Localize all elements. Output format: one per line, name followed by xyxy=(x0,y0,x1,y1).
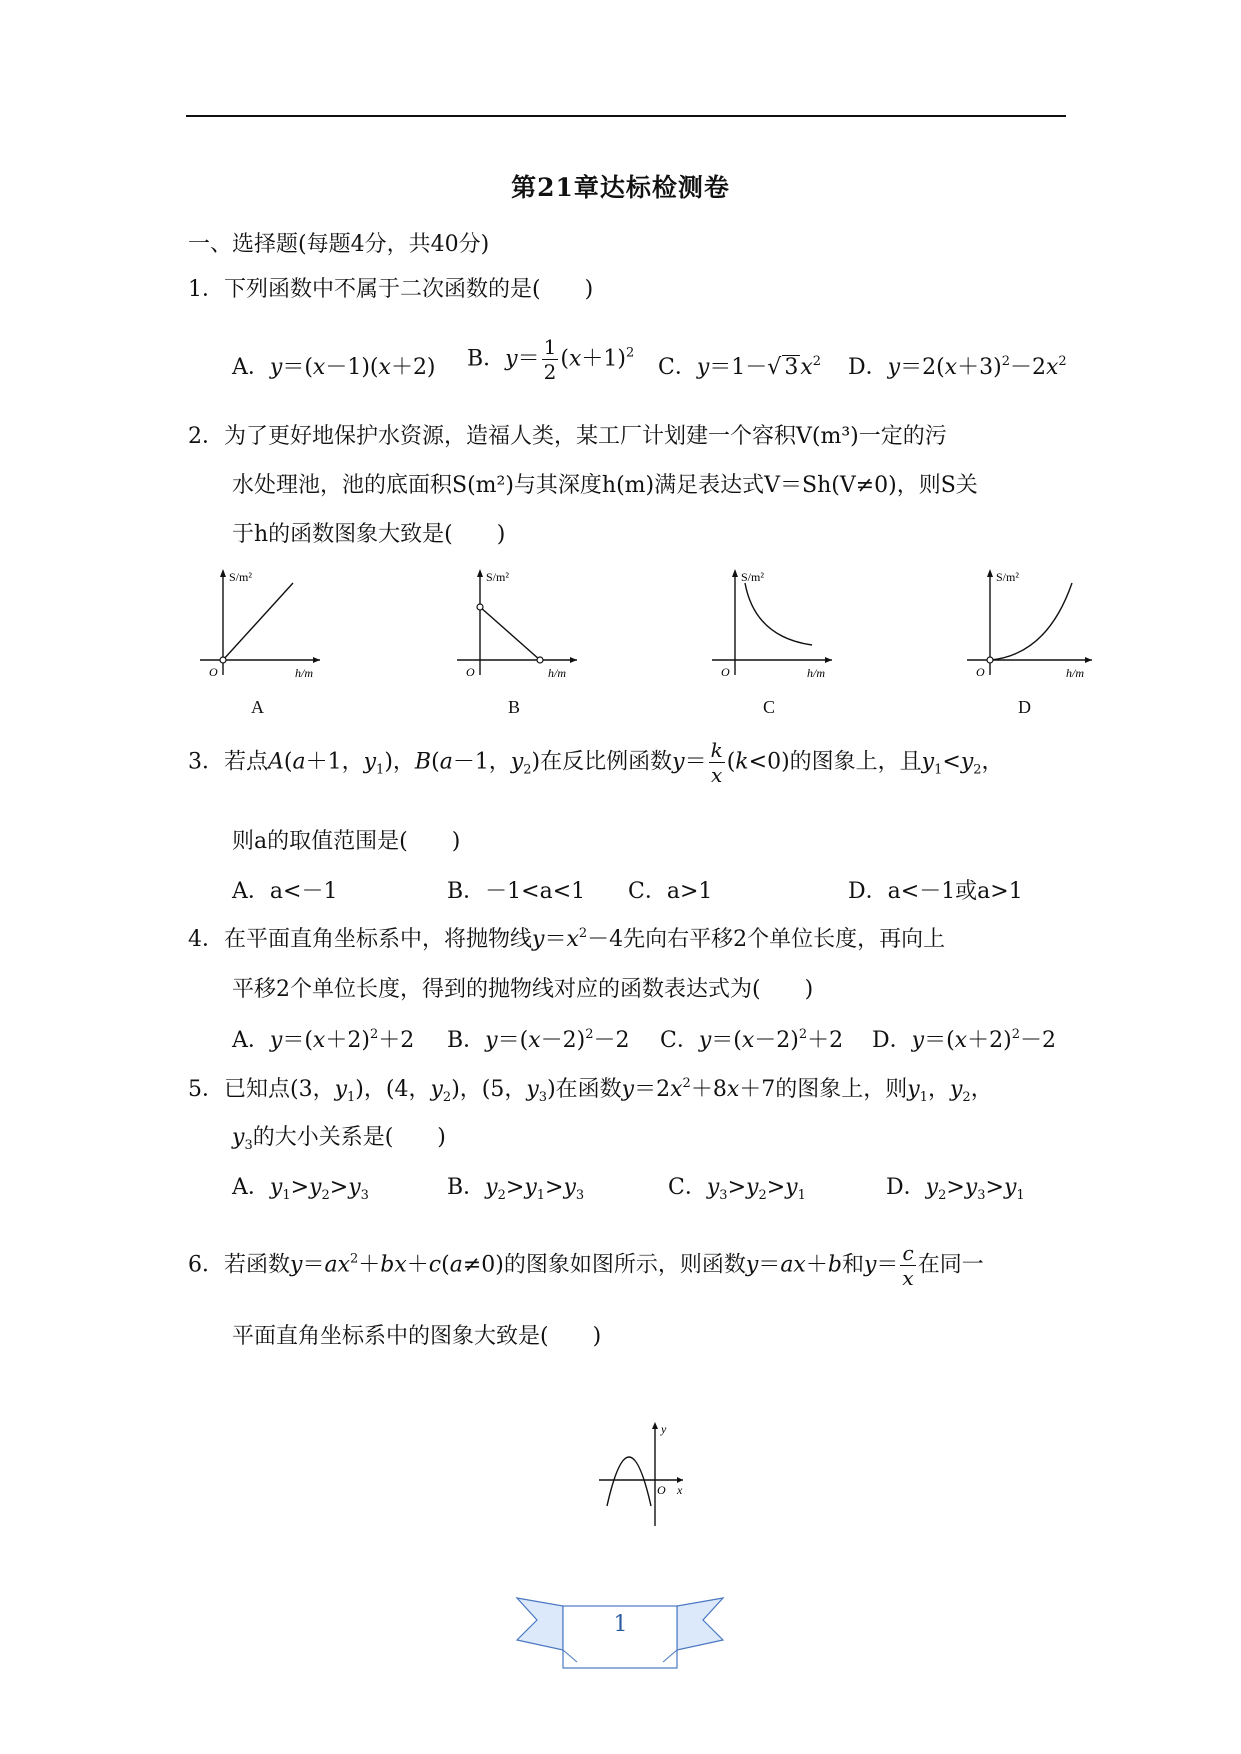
q3-option-d: D．a<－1或a>1 xyxy=(848,879,1023,904)
q2-d-x-axis-label: h/m xyxy=(1066,666,1084,680)
q6-y-axis-label: y xyxy=(661,1422,667,1436)
q2-graph-d xyxy=(962,565,1097,680)
q4-line-1: 4．在平面直角坐标系中，将抛物线$y=x^2-4$先向右平移2个单位长度，再向上 xyxy=(188,926,946,952)
q1-option-b: B．y＝ $\frac{1}{2}$ $(x+1)^2$ xyxy=(467,335,635,384)
q2-line-1: 2．为了更好地保护水资源，造福人类，某工厂计划建一个容积V(m³)一定的污 xyxy=(188,424,947,449)
q5-option-d: D．$y_2>y_3>y_1$ xyxy=(886,1175,1025,1203)
q1-option-a: A．y＝(x－1)(x＋2) xyxy=(232,355,436,380)
q2-c-origin-label: O xyxy=(721,665,730,679)
q2-c-x-axis-label: h/m xyxy=(807,666,825,680)
q3-fraction: $\frac{k}{x}$ xyxy=(710,738,723,787)
q2-line-3: 于h的函数图象大致是( ) xyxy=(232,522,506,547)
q2-b-y-axis-label: S/m² xyxy=(486,570,509,584)
q2-d-origin-label: O xyxy=(976,665,985,679)
q6-line-1: 6．若函数$y=ax^2+bx+c(a\ne 0)$的图象如图所示，则函数y＝ax＋b和y＝ $\frac{c}{x}$ 在同一 xyxy=(188,1241,984,1290)
q4-option-b: B．$y=(x-2)^2-2$ xyxy=(447,1027,630,1053)
q4-option-d: D．$y=(x+2)^2-2$ xyxy=(872,1027,1056,1053)
q5-line-2: $y_3$的大小关系是( ) xyxy=(232,1125,446,1153)
q2-line-2: 水处理池，池的底面积S(m²)与其深度h(m)满足表达式V＝Sh(V≠0)，则S关 xyxy=(232,473,978,498)
header-rule xyxy=(186,115,1066,117)
q5-line-1: 5．已知点(3，$y_1$)，(4，$y_2$)，(5，$y_3$)在函数$y=2x^2+8x+7$的图象上，则$y_1$，$y_2$， xyxy=(188,1076,993,1105)
page-title: 第21章达标检测卷 xyxy=(511,173,730,202)
q2-a-y-axis-label: S/m² xyxy=(229,570,252,584)
q5-option-c: C．$y_3>y_2>y_1$ xyxy=(668,1175,806,1203)
q2-graph-a-label: A xyxy=(251,697,264,717)
q2-b-origin-label: O xyxy=(466,665,475,679)
q4-line-2: 平移2个单位长度，得到的抛物线对应的函数表达式为( ) xyxy=(232,977,814,1002)
q2-d-y-axis-label: S/m² xyxy=(996,570,1019,584)
q2-c-y-axis-label: S/m² xyxy=(741,570,764,584)
q3-option-c: C．a>1 xyxy=(628,879,713,904)
q2-graph-a xyxy=(195,565,325,680)
q4-option-c: C．$y=(x-2)^2+2$ xyxy=(660,1027,844,1053)
q1-stem: 1．下列函数中不属于二次函数的是( ) xyxy=(188,277,594,302)
q6-fraction: $\frac{c}{x}$ xyxy=(902,1241,914,1290)
q6-x-axis-label: x xyxy=(677,1483,683,1497)
q2-graph-b xyxy=(452,565,582,680)
q6-parabola-graph xyxy=(595,1418,695,1528)
q3-option-a: A．a<－1 xyxy=(232,879,338,904)
q2-a-x-axis-label: h/m xyxy=(295,666,313,680)
q1-b-fraction: $\frac{1}{2}$ xyxy=(543,335,557,384)
page-number: 1 xyxy=(613,1612,628,1637)
q2-graph-b-label: B xyxy=(508,697,521,717)
q3-line-2: 则a的取值范围是( ) xyxy=(232,829,461,854)
q1-option-c: C．y＝1－√ $3x^2$ xyxy=(658,354,822,380)
q5-option-b: B．$y_2>y_1>y_3$ xyxy=(447,1175,585,1203)
q5-option-a: A．$y_1>y_2>y_3$ xyxy=(232,1175,369,1203)
q4-option-a: A．$y=(x+2)^2+2$ xyxy=(232,1027,415,1053)
section-heading: 一、选择题(每题4分，共40分) xyxy=(188,232,490,257)
q3-line-1: 3．若点A(a＋1，$y_1$)，B(a－1，$y_2$)在反比例函数y＝ $\frac{k}{x}$ (k<0)的图象上，且$y_1<y_2$， xyxy=(188,738,1004,787)
q6-line-2: 平面直角坐标系中的图象大致是( ) xyxy=(232,1324,602,1349)
q3-option-b: B．－1<a<1 xyxy=(447,879,586,904)
q1-option-d: D．$y=2(x+3)^2-2x^2$ xyxy=(848,354,1067,380)
q2-graph-d-label: D xyxy=(1018,697,1031,717)
q2-graph-c xyxy=(707,565,837,680)
q2-a-origin-label: O xyxy=(209,665,218,679)
q6-origin-label: O xyxy=(657,1483,666,1497)
q2-graph-c-label: C xyxy=(763,697,776,717)
q2-b-x-axis-label: h/m xyxy=(548,666,566,680)
